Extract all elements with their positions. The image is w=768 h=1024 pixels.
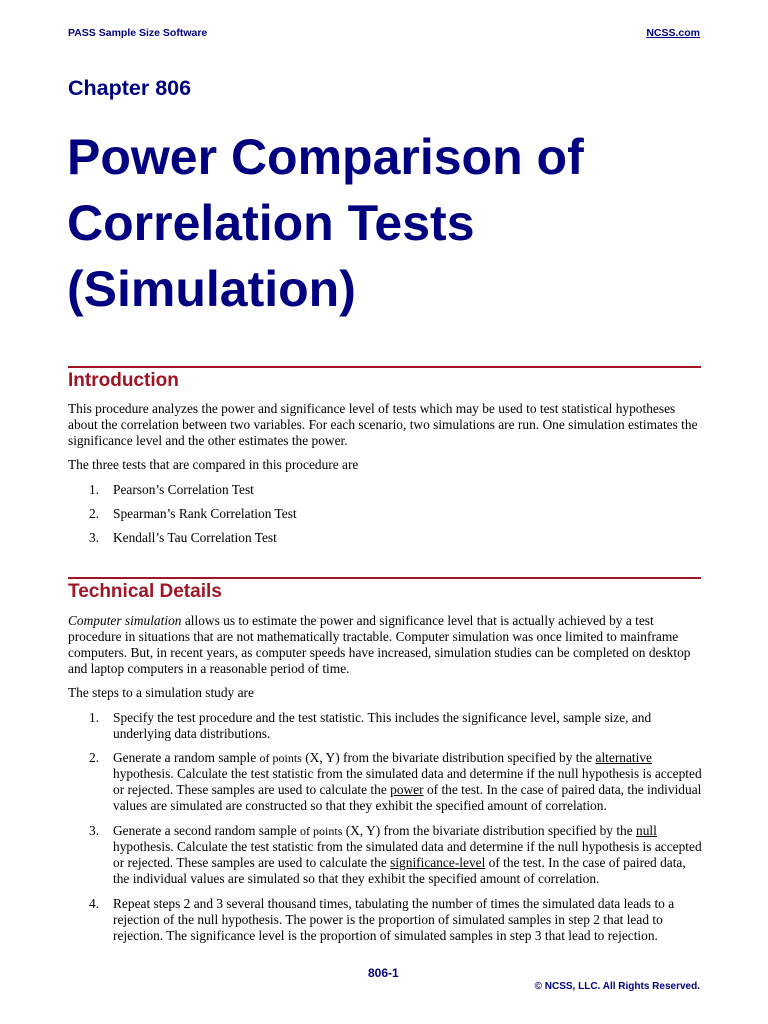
section-divider <box>68 366 701 368</box>
title-line-2: Correlation Tests <box>67 195 475 251</box>
page-title <box>67 124 727 322</box>
list-item: 1. Pearson’s Correlation Test <box>89 482 254 497</box>
steps-lead-in: The steps to a simulation study are <box>68 685 254 700</box>
computer-simulation-term: Computer simulation <box>68 613 182 628</box>
list-item: 4. Repeat steps 2 and 3 several thousand times, tabulating the number of times the simulated data leads to a rejection of the null hypothesis. The power is the proportion of simulated samples in step 2 that lead to rejection. The significance level is the proportion of simulated samples in step 3 that lead to rejection. <box>89 896 675 943</box>
list-item: 3. Generate a second random sample of points (X, Y) from the bivariate distribution specified by the null hypothesis. Calculate the test statistic from the simulated data and determine if the null hypothesis is accepted or rejected. These samples are used to calculate the significance-level of the test. In the case of paired data, the individual values are simulated so that they exhibit the specified amount of correlation. <box>89 823 702 886</box>
intro-heading: Introduction <box>68 370 179 391</box>
test-list <box>68 482 702 546</box>
intro-paragraph: This procedure analyzes the power and significance level of tests which may be used to test statistical hypotheses about the correlation between two variables. For each scenario, two simulations are run. One simulation estimates the significance level and the other estimates the power. <box>68 401 698 448</box>
header-software-name: PASS Sample Size Software <box>68 27 208 39</box>
list-item: 3. Kendall’s Tau Correlation Test <box>89 530 277 545</box>
title-line-3: (Simulation) <box>67 261 356 317</box>
list-item: 1. Specify the test procedure and the test statistic. This includes the significance level, sample size, and underlying data distributions. <box>89 710 652 741</box>
chapter-label: Chapter 806 <box>68 76 192 100</box>
steps-list <box>68 710 702 944</box>
section-divider <box>68 577 701 579</box>
technical-paragraph: Computer simulation allows us to estimate the power and significance level that is actually achieved by a test procedure in situations that are not mathematically tractable. Computer simulation was once limited to mainframe computers. But, in recent years, as computer speeds have increased, simulation studies can be completed on desktop and laptop computers in a reasonable period of time. <box>68 613 691 676</box>
list-item: 2. Generate a random sample of points (X, Y) from the bivariate distribution specified by the alternative hypothesis. Calculate the test statistic from the simulated data and determine if the null hypothesis is accepted or rejected. These samples are used to calculate the power of the test. In the case of paired data, the individual values are simulated are constructed so that they exhibit the specified amount of correlation. <box>89 750 702 813</box>
intro-lead-in: The three tests that are compared in this procedure are <box>68 457 359 472</box>
page-number: 806-1 <box>368 966 399 980</box>
copyright-notice: © NCSS, LLC. All Rights Reserved. <box>534 981 700 992</box>
technical-heading: Technical Details <box>68 581 222 602</box>
ncss-link[interactable]: NCSS.com <box>646 27 700 39</box>
title-line-1: Power Comparison of <box>67 129 584 185</box>
list-item: 2. Spearman’s Rank Correlation Test <box>89 506 297 521</box>
